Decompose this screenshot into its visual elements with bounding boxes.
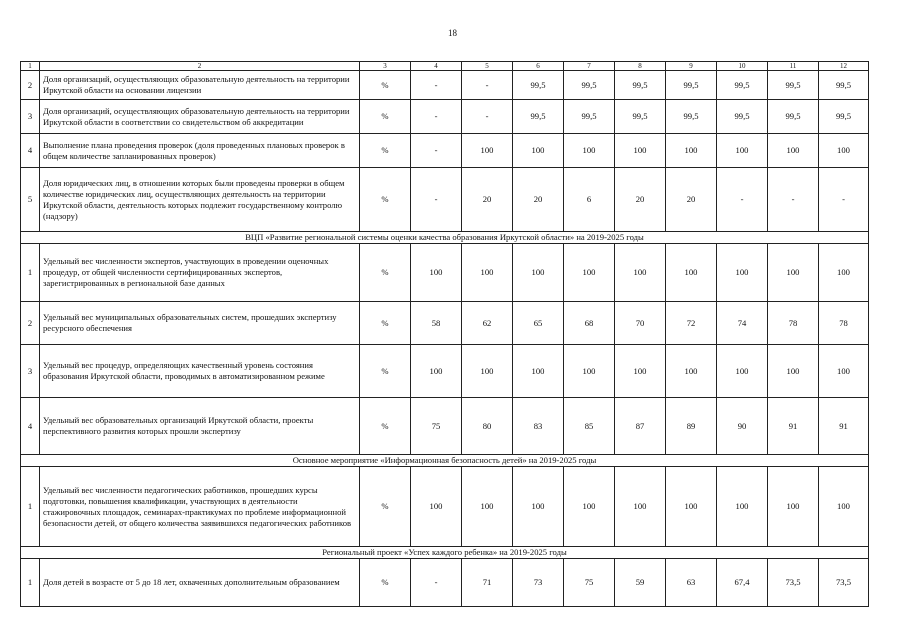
table-row (21, 345, 869, 398)
value-cell: 100 (717, 134, 768, 168)
header-cell: 12 (819, 62, 869, 71)
row-number: 3 (21, 345, 40, 398)
indicators-table (20, 61, 869, 607)
indicator-name: Доля детей в возрасте от 5 до 18 лет, охваченных дополнительным образованием (40, 559, 360, 607)
value-cell: 99,5 (768, 71, 819, 100)
value-cell: 91 (768, 398, 819, 455)
header-cell: 6 (513, 62, 564, 71)
value-cell: - (411, 559, 462, 607)
table-row (21, 559, 869, 607)
indicator-name: Удельный вес численности экспертов, участвующих в проведении оценочных процедур, от общей численности сертифицированных экспертов, зарегистрированных в региональной базе данных (40, 244, 360, 302)
value-cell: 73,5 (819, 559, 869, 607)
value-cell: 100 (513, 345, 564, 398)
value-cell: 100 (666, 244, 717, 302)
value-cell: 20 (513, 168, 564, 232)
value-cell: 65 (513, 302, 564, 345)
unit-cell: % (360, 345, 411, 398)
value-cell: 59 (615, 559, 666, 607)
value-cell: 87 (615, 398, 666, 455)
value-cell: 99,5 (615, 100, 666, 134)
table-row (21, 134, 869, 168)
indicator-name: Выполнение плана проведения проверок (доля проведенных плановых проверок в общем количестве запланированных проверок) (40, 134, 360, 168)
value-cell: 99,5 (615, 71, 666, 100)
value-cell: 100 (819, 467, 869, 547)
unit-cell: % (360, 398, 411, 455)
value-cell: 100 (564, 244, 615, 302)
row-number: 4 (21, 398, 40, 455)
value-cell: 75 (411, 398, 462, 455)
header-cell: 1 (21, 62, 40, 71)
row-number: 1 (21, 244, 40, 302)
header-cell: 8 (615, 62, 666, 71)
value-cell: 100 (462, 244, 513, 302)
row-number: 1 (21, 559, 40, 607)
value-cell: 100 (666, 345, 717, 398)
value-cell: 100 (768, 345, 819, 398)
value-cell: 80 (462, 398, 513, 455)
value-cell: 89 (666, 398, 717, 455)
value-cell: 99,5 (717, 100, 768, 134)
value-cell: 85 (564, 398, 615, 455)
value-cell: 100 (819, 134, 869, 168)
value-cell: 58 (411, 302, 462, 345)
value-cell: 100 (513, 467, 564, 547)
indicator-name: Удельный вес процедур, определяющих качественный уровень состояния образования Иркутской области, проводимых в автоматизированном режиме (40, 345, 360, 398)
indicator-name: Удельный вес образовательных организаций Иркутской области, проекты перспективного развития которых прошли экспертизу (40, 398, 360, 455)
value-cell: 6 (564, 168, 615, 232)
value-cell: 90 (717, 398, 768, 455)
value-cell: 100 (564, 345, 615, 398)
value-cell: 74 (717, 302, 768, 345)
indicator-name: Удельный вес численности педагогических работников, прошедших курсы подготовки, повышения квалификации, участвующих в деятельности стажировочных площадок, семинарах-практикумах по проблеме информационной безопасности детей, от общего количества заявившихся педагогических работников (40, 467, 360, 547)
value-cell: 68 (564, 302, 615, 345)
table-row (21, 168, 869, 232)
value-cell: 99,5 (564, 100, 615, 134)
table-row (21, 398, 869, 455)
table-row (21, 302, 869, 345)
value-cell: 100 (819, 244, 869, 302)
value-cell: 100 (717, 467, 768, 547)
section-title: Региональный проект «Успех каждого ребенка» на 2019-2025 годы (21, 547, 869, 559)
indicator-name: Удельный вес муниципальных образовательных систем, прошедших экспертизу ресурсного обеспечения (40, 302, 360, 345)
value-cell: 100 (462, 134, 513, 168)
unit-cell: % (360, 559, 411, 607)
value-cell: 99,5 (564, 71, 615, 100)
value-cell: 70 (615, 302, 666, 345)
value-cell: 83 (513, 398, 564, 455)
header-cell: 10 (717, 62, 768, 71)
value-cell: 99,5 (513, 71, 564, 100)
value-cell: - (411, 100, 462, 134)
value-cell: - (411, 168, 462, 232)
value-cell: 100 (564, 134, 615, 168)
row-number: 4 (21, 134, 40, 168)
value-cell: 71 (462, 559, 513, 607)
value-cell: 20 (615, 168, 666, 232)
value-cell: - (462, 100, 513, 134)
unit-cell: % (360, 302, 411, 345)
row-number: 3 (21, 100, 40, 134)
header-cell: 11 (768, 62, 819, 71)
header-cell: 3 (360, 62, 411, 71)
value-cell: 100 (513, 244, 564, 302)
value-cell: 100 (411, 467, 462, 547)
unit-cell: % (360, 134, 411, 168)
value-cell: 99,5 (819, 71, 869, 100)
value-cell: 75 (564, 559, 615, 607)
value-cell: 73,5 (768, 559, 819, 607)
value-cell: 100 (768, 134, 819, 168)
value-cell: 99,5 (666, 71, 717, 100)
table-row (21, 71, 869, 100)
value-cell: 99,5 (513, 100, 564, 134)
value-cell: 67,4 (717, 559, 768, 607)
value-cell: 100 (513, 134, 564, 168)
unit-cell: % (360, 100, 411, 134)
value-cell: - (411, 71, 462, 100)
value-cell: 100 (768, 244, 819, 302)
value-cell: 99,5 (717, 71, 768, 100)
value-cell: - (411, 134, 462, 168)
value-cell: 100 (717, 244, 768, 302)
header-cell: 5 (462, 62, 513, 71)
value-cell: 100 (615, 345, 666, 398)
value-cell: 99,5 (819, 100, 869, 134)
section-title-row (21, 232, 869, 244)
value-cell: 20 (666, 168, 717, 232)
value-cell: - (819, 168, 869, 232)
value-cell: 100 (411, 244, 462, 302)
value-cell: 100 (615, 467, 666, 547)
unit-cell: % (360, 467, 411, 547)
value-cell: 100 (819, 345, 869, 398)
row-number: 1 (21, 467, 40, 547)
header-row (21, 62, 869, 71)
row-number: 2 (21, 302, 40, 345)
unit-cell: % (360, 168, 411, 232)
section-title-row (21, 547, 869, 559)
header-cell: 9 (666, 62, 717, 71)
value-cell: 72 (666, 302, 717, 345)
value-cell: 99,5 (666, 100, 717, 134)
table-row (21, 244, 869, 302)
section-title: Основное мероприятие «Информационная безопасность детей» на 2019-2025 годы (21, 455, 869, 467)
table-row (21, 467, 869, 547)
indicator-name: Доля организаций, осуществляющих образовательную деятельность на территории Иркутской области в соответствии со свидетельством об аккредитации (40, 100, 360, 134)
value-cell: 100 (717, 345, 768, 398)
row-number: 5 (21, 168, 40, 232)
value-cell: 73 (513, 559, 564, 607)
value-cell: 100 (615, 134, 666, 168)
value-cell: 100 (411, 345, 462, 398)
table-row (21, 100, 869, 134)
value-cell: 100 (768, 467, 819, 547)
page-number: 18 (448, 28, 457, 38)
row-number: 2 (21, 71, 40, 100)
section-title: ВЦП «Развитие региональной системы оценки качества образования Иркутской области» на 2019-2025 годы (21, 232, 869, 244)
header-cell: 2 (40, 62, 360, 71)
value-cell: 62 (462, 302, 513, 345)
section-title-row (21, 455, 869, 467)
value-cell: 78 (819, 302, 869, 345)
value-cell: 100 (462, 345, 513, 398)
indicator-name: Доля организаций, осуществляющих образовательную деятельность на территории Иркутской области на основании лицензии (40, 71, 360, 100)
value-cell: 100 (462, 467, 513, 547)
unit-cell: % (360, 71, 411, 100)
value-cell: - (717, 168, 768, 232)
value-cell: 78 (768, 302, 819, 345)
value-cell: 100 (615, 244, 666, 302)
value-cell: 100 (666, 467, 717, 547)
header-cell: 7 (564, 62, 615, 71)
value-cell: 99,5 (768, 100, 819, 134)
value-cell: 91 (819, 398, 869, 455)
value-cell: - (768, 168, 819, 232)
value-cell: 100 (564, 467, 615, 547)
value-cell: 100 (666, 134, 717, 168)
header-cell: 4 (411, 62, 462, 71)
indicator-name: Доля юридических лиц, в отношении которых были проведены проверки в общем количестве юридических лиц, осуществляющих деятельность на территории Иркутской области, деятельность которых подлежит государственному контролю (надзору) (40, 168, 360, 232)
value-cell: 63 (666, 559, 717, 607)
unit-cell: % (360, 244, 411, 302)
value-cell: 20 (462, 168, 513, 232)
value-cell: - (462, 71, 513, 100)
